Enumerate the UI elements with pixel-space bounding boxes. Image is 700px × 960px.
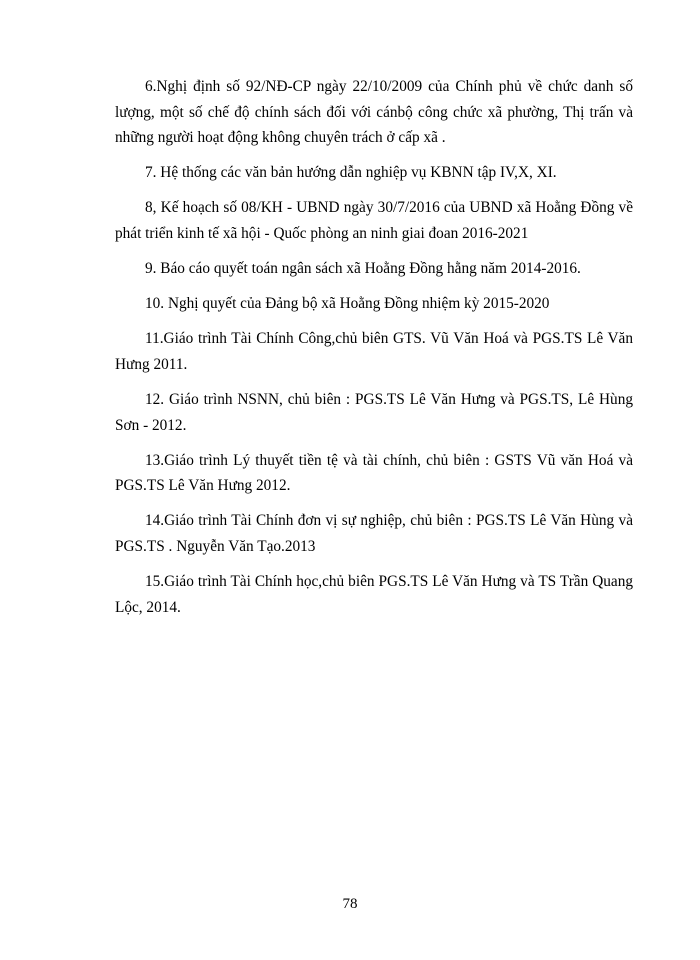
reference-item: 6.Nghị định số 92/NĐ-CP ngày 22/10/2009 của Chính phủ về chức danh số lượng, một số chế độ chính sách đối với cánbộ công chức xã phường, Thị trấn và những người hoạt động không chuyên trách ở cấp xã . [115, 78, 633, 147]
reference-item: 8, Kế hoạch số 08/KH - UBND ngày 30/7/2016 của UBND xã Hoằng Đồng về phát triển kinh tế xã hội - Quốc phòng an ninh giai đoan 2016-2021 [115, 199, 633, 242]
reference-item: 15.Giáo trình Tài Chính học,chủ biên PGS.TS Lê Văn Hưng và TS Trần Quang Lộc, 2014. [115, 573, 633, 616]
reference-item: 11.Giáo trình Tài Chính Công,chủ biên GTS. Vũ Văn Hoá và PGS.TS Lê Văn Hưng 2011. [115, 330, 633, 373]
page-number: 78 [342, 896, 358, 912]
reference-item: 7. Hệ thống các văn bản hướng dẫn nghiệp vụ KBNN tập IV,X, XI. [145, 164, 557, 182]
reference-item: 14.Giáo trình Tài Chính đơn vị sự nghiệp, chủ biên : PGS.TS Lê Văn Hùng và PGS.TS . Nguyễn Văn Tạo.2013 [115, 512, 633, 555]
reference-list [115, 74, 633, 630]
reference-item: 12. Giáo trình NSNN, chủ biên : PGS.TS Lê Văn Hưng và PGS.TS, Lê Hùng Sơn - 2012. [115, 390, 633, 434]
reference-item: 13.Giáo trình Lý thuyết tiền tệ và tài chính, chủ biên : GSTS Vũ văn Hoá và PGS.TS Lê Văn Hưng 2012. [115, 451, 633, 495]
reference-item: 9. Báo cáo quyết toán ngân sách xã Hoằng Đồng hằng năm 2014-2016. [145, 260, 581, 278]
reference-item: 10. Nghị quyết của Đảng bộ xã Hoằng Đồng nhiệm kỳ 2015-2020 [145, 295, 550, 313]
